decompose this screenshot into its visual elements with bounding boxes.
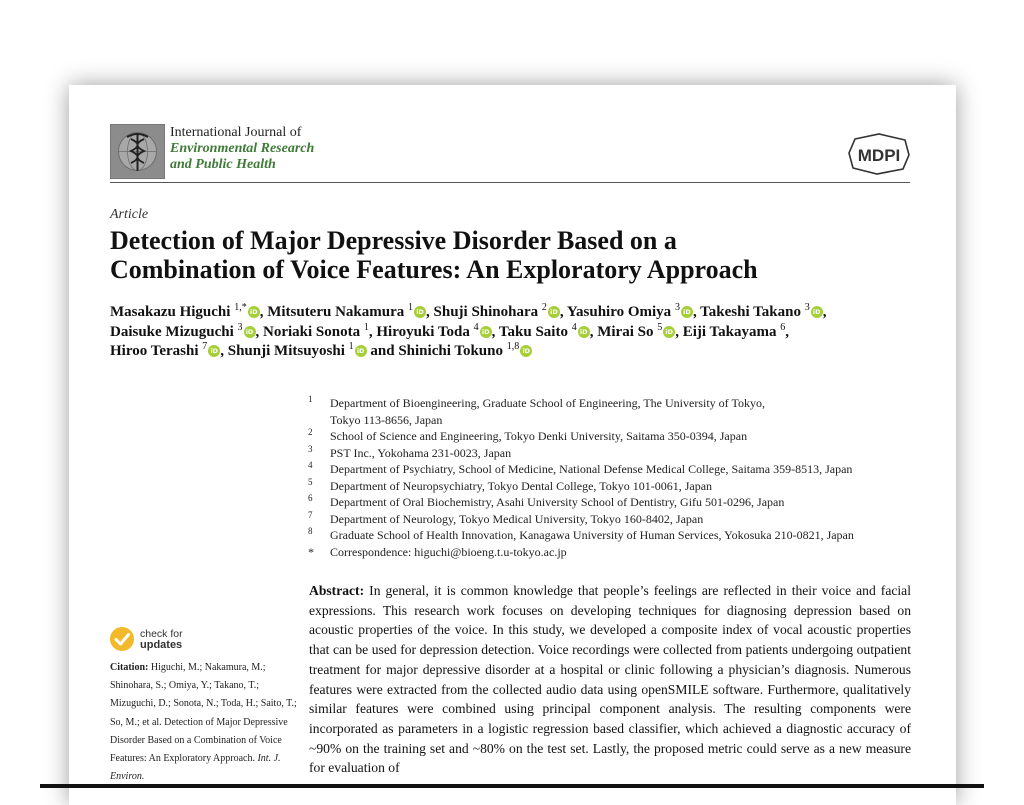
title-line-1: Detection of Major Depressive Disorder Based on a [110, 226, 677, 255]
citation-label: Citation: [110, 662, 149, 673]
author-affiliation-mark: 5 [657, 321, 663, 333]
orcid-icon[interactable]: iD [578, 326, 590, 338]
author-name: Shunji Mitsuyoshi [227, 343, 345, 359]
author-name: Masakazu Higuchi [110, 304, 231, 320]
author [110, 321, 264, 340]
orcid-icon[interactable]: iD [414, 306, 426, 318]
affiliation-number: 6 [308, 493, 313, 503]
orcid-icon[interactable]: iD [244, 326, 256, 338]
affiliation-item [308, 544, 918, 561]
affiliation-text: Department of Neurology, Tokyo Medical University, Tokyo 160-8402, Japan [330, 511, 704, 526]
affiliation-number: 2 [308, 427, 313, 437]
journal-line-1: International Journal of [170, 125, 302, 140]
orcid-icon[interactable]: iD [681, 306, 693, 318]
author-separator: and [366, 343, 399, 359]
affiliation-text: Graduate School of Health Innovation, Kanagawa University of Human Services, Yokosuka 210-0821, Japan [330, 528, 854, 542]
affiliation-item [308, 461, 918, 478]
author [376, 321, 499, 340]
author-separator: , [675, 323, 683, 340]
citation-block [110, 659, 300, 786]
author-separator: , [255, 323, 264, 340]
affiliation-number: 4 [308, 460, 313, 470]
journal-line-3: and Public Health [170, 157, 276, 172]
author-affiliation-mark: 1 [348, 341, 354, 352]
author-affiliation-mark: 1 [408, 302, 414, 313]
author-affiliation-mark: 3 [804, 302, 810, 313]
affiliation-text: School of Science and Engineering, Tokyo Denki University, Saitama 350-0394, Japan [330, 429, 748, 443]
author-affiliation-mark: 1 [363, 321, 369, 333]
check-updates-line-1: check for [140, 628, 183, 640]
author [267, 304, 433, 320]
title-line-2: Combination of Voice Features: An Exploratory Approach [110, 255, 758, 284]
author [263, 321, 377, 340]
affiliation-text: Department of Neuropsychiatry, Tokyo Dental College, Tokyo 101-0061, Japan [330, 478, 713, 493]
author [398, 343, 532, 359]
affiliation-number: 1 [308, 394, 313, 404]
check-for-updates-badge[interactable] [110, 627, 210, 655]
author-name: Mitsuteru Nakamura [267, 304, 405, 320]
author-affiliation-mark: 1,8 [506, 341, 520, 352]
author-name: Shinichi Tokuno [398, 343, 503, 359]
paper-title [110, 226, 910, 284]
author-name: Mirai So [597, 323, 654, 340]
author [498, 321, 598, 340]
author [228, 343, 399, 359]
author-name: Daisuke Mizuguchi [110, 323, 234, 340]
author-separator: , [426, 304, 434, 320]
affiliation-number: 3 [308, 443, 313, 454]
affiliation-item [308, 511, 918, 528]
affiliation-item [308, 527, 918, 544]
author-separator: , [589, 323, 598, 340]
author [597, 321, 683, 340]
mdpi-logo [847, 133, 911, 175]
affiliation-item [308, 428, 918, 445]
affiliation-item [308, 478, 918, 495]
affiliation-number: 7 [308, 509, 313, 520]
author-affiliation-mark: 3 [674, 302, 680, 313]
affiliation-list [308, 395, 918, 560]
orcid-icon[interactable]: iD [663, 326, 675, 338]
author-name: Takeshi Takano [700, 304, 801, 320]
citation-text: Higuchi, M.; Nakamura, M.; Shinohara, S.; Omiya, Y.; Takano, T.; Mizuguchi, D.; Sonota, N.; Toda, H.; Saito, T.; So, M.; et al. Detection of Major Depressive Disorder Based on a Combination of Voice Features: An Exploratory Approach. [110, 662, 297, 765]
author-separator: , [368, 323, 377, 340]
author [700, 304, 826, 320]
affiliation-text: PST Inc., Yokohama 231-0023, Japan [330, 445, 512, 460]
caduceus-globe-icon [111, 125, 164, 178]
orcid-icon[interactable]: iD [480, 326, 492, 338]
author-name: Yasuhiro Omiya [566, 304, 672, 320]
affiliation-number: * [308, 544, 314, 559]
author [434, 304, 567, 320]
author-affiliation-mark: 7 [202, 341, 208, 352]
author-affiliation-mark: 1,* [234, 302, 247, 313]
affiliation-text-continued: Tokyo 113-8656, Japan [330, 412, 443, 427]
affiliation-item [308, 494, 918, 511]
author [110, 304, 267, 320]
check-updates-icon [110, 627, 134, 651]
affiliation-text[interactable]: Correspondence: higuchi@bioeng.t.u-tokyo.ac.jp [330, 544, 567, 559]
author-name: Noriaki Sonota [263, 323, 361, 340]
author-name: Shuji Shinohara [433, 304, 539, 320]
affiliation-item [308, 395, 918, 428]
abstract [309, 581, 911, 778]
orcid-icon[interactable]: iD [520, 345, 532, 357]
orcid-icon[interactable]: iD [548, 306, 560, 318]
author-separator: , [785, 323, 789, 340]
author-affiliation-mark: 6 [780, 321, 786, 333]
citation-journal: Int. J. Environ. [110, 753, 281, 783]
affiliation-item [308, 445, 918, 462]
author-name: Taku Saito [498, 323, 568, 340]
journal-line-2: Environmental Research [170, 141, 315, 156]
author-name: Hiroyuki Toda [376, 323, 470, 340]
bottom-edge-bar [40, 784, 984, 788]
check-updates-line-2: updates [140, 639, 183, 651]
affiliation-number: 5 [308, 476, 313, 487]
author [110, 343, 228, 359]
author-affiliation-mark: 4 [473, 321, 479, 333]
author-affiliation-mark: 4 [571, 321, 577, 333]
affiliation-text: Department of Bioengineering, Graduate School of Engineering, The University of Tokyo, [330, 396, 765, 410]
author-separator: , [220, 343, 228, 359]
author-name: Eiji Takayama [682, 323, 777, 340]
author-name: Hiroo Terashi [110, 343, 199, 359]
author-list [110, 303, 910, 362]
affiliation-text: Department of Oral Biochemistry, Asahi University School of Dentistry, Gifu 501-0296, Japan [330, 495, 785, 509]
paper-page [69, 85, 956, 805]
header-divider [110, 182, 910, 183]
author [567, 304, 700, 320]
author-separator: , [822, 304, 827, 320]
abstract-text: In general, it is common knowledge that people’s feelings are reflected in their voice and facial expressions. This research work focuses on developing techniques for diagnosing depression based on acoustic properties of the voice. In this study, we developed a composite index of vocal acoustic properties that can be used for depression detection. Voice recordings were collected from patients undergoing outpatient treatment for major depressive disorder at a hospital or clinic following a physician’s diagnosis. Numerous features were extracted from the collected audio data using openSMILE software. Furthermore, qualitatively similar features were combined using principal component analysis. The resulting components were incorporated as parameters in a logistic regression based classifier, which achieved a diagnostic accuracy of ~90% on the training set and ~80% on the test set. Lastly, the proposed metric could serve as a new measure for evaluation of [309, 583, 911, 776]
journal-logo [110, 124, 165, 179]
author-separator: , [491, 323, 499, 340]
orcid-icon[interactable]: iD [208, 345, 220, 357]
journal-name [170, 125, 314, 173]
author-affiliation-mark: 2 [541, 302, 547, 313]
author-separator: , [259, 304, 268, 320]
author [682, 321, 789, 340]
abstract-label: Abstract: [309, 583, 365, 598]
author-affiliation-mark: 3 [237, 321, 243, 333]
article-type: Article [110, 207, 149, 222]
orcid-icon[interactable]: iD [355, 345, 367, 357]
author-separator: , [559, 304, 567, 320]
orcid-icon[interactable]: iD [811, 306, 823, 318]
publisher-name: MDPI [857, 146, 901, 165]
orcid-icon[interactable]: iD [248, 306, 260, 318]
affiliation-text: Department of Psychiatry, School of Medicine, National Defense Medical College, Saitama 359-8513, Japan [330, 462, 853, 476]
affiliation-number: 8 [308, 526, 313, 536]
author-separator: , [692, 304, 701, 320]
